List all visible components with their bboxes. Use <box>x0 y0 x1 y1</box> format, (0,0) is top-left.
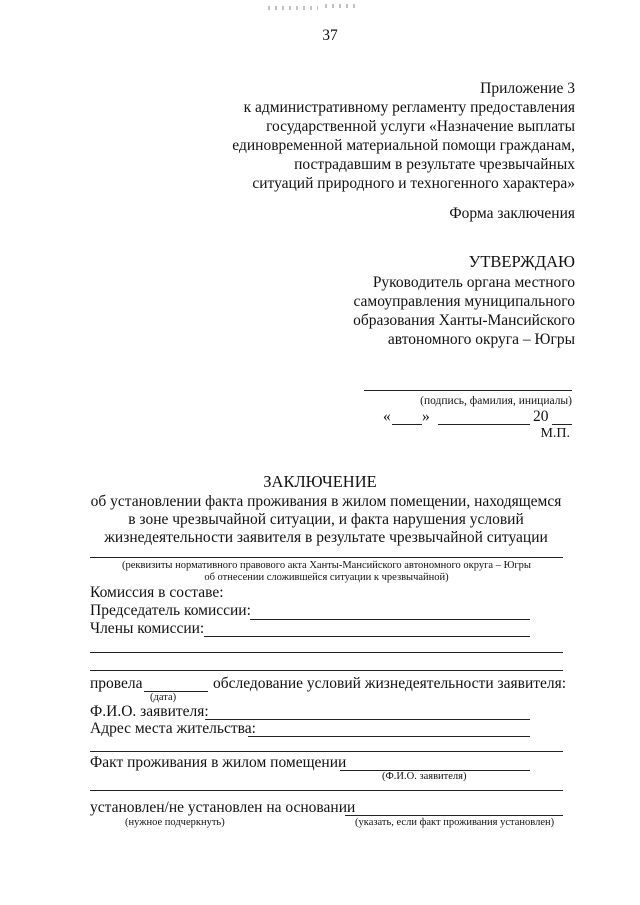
appendix-line: ситуаций природного и техногенного характера» <box>252 175 575 192</box>
conclusion-subtitle: жизнедеятельности заявителя в результате чрезвычайной ситуации <box>104 529 548 546</box>
form-label: Форма заключения <box>449 205 575 222</box>
specify-caption: (указать, если факт проживания установлен) <box>355 817 555 828</box>
chairman-label: Председатель комиссии: <box>90 602 251 619</box>
date-day-line[interactable] <box>392 424 422 425</box>
stamp-label: М.П. <box>540 426 570 441</box>
year-prefix: 20 <box>533 408 549 425</box>
conclusion-subtitle: в зоне чрезвычайной ситуации, и факта нарушения условий <box>128 511 524 528</box>
members-field[interactable] <box>90 652 563 653</box>
scan-artifact <box>325 4 360 8</box>
conducted-label: провела <box>90 675 143 692</box>
signature-caption: (подпись, фамилия, инициалы) <box>420 395 572 407</box>
members-field[interactable] <box>90 670 563 671</box>
date-open-quote: « <box>383 408 391 425</box>
conclusion-title: ЗАКЛЮЧЕНИЕ <box>263 472 377 491</box>
act-details-line[interactable] <box>90 557 563 558</box>
appendix-line: пострадавшим в результате чрезвычайных <box>294 156 575 173</box>
scan-artifact <box>268 6 318 10</box>
chairman-field[interactable] <box>250 619 530 620</box>
fio-caption: (Ф.И.О. заявителя) <box>382 771 467 782</box>
page-number: 37 <box>322 27 338 44</box>
appendix-line: к административному регламенту предоставления <box>243 99 575 116</box>
date-month-line[interactable] <box>438 424 530 425</box>
appendix-line: Приложение 3 <box>480 80 575 97</box>
date-close-quote: » <box>422 408 430 425</box>
residence-fact-label: Факт проживания в жилом помещении <box>90 754 347 771</box>
approval-line: самоуправления муниципального <box>353 293 575 310</box>
members-label: Члены комиссии: <box>90 620 205 637</box>
established-label: установлен/не установлен на основании <box>90 799 356 816</box>
commission-label: Комиссия в составе: <box>90 584 224 601</box>
residence-extra-field[interactable] <box>90 790 563 791</box>
inspection-label: обследование условий жизнедеятельности заявителя: <box>213 675 567 692</box>
approval-line: Руководитель органа местного <box>372 274 575 291</box>
applicant-name-label: Ф.И.О. заявителя: <box>90 703 209 720</box>
conclusion-subtitle: об установлении факта проживания в жилом помещении, находящемся <box>90 493 562 510</box>
date-caption: (дата) <box>150 692 177 703</box>
appendix-line: единовременной материальной помощи гражданам, <box>232 137 575 154</box>
established-basis-field[interactable] <box>345 815 563 816</box>
approval-line: образования Ханты-Мансийского <box>353 312 575 329</box>
underline-caption: (нужное подчеркнуть) <box>125 817 225 828</box>
act-caption: об отнесении сложившейся ситуации к чрезвычайной) <box>204 572 449 583</box>
address-field[interactable] <box>90 751 563 752</box>
appendix-line: государственной услуги «Назначение выплаты <box>266 118 575 135</box>
approval-title: УТВЕРЖДАЮ <box>468 252 575 271</box>
signature-line[interactable] <box>364 390 572 391</box>
address-field[interactable] <box>248 736 530 737</box>
address-label: Адрес места жительства: <box>90 720 256 737</box>
act-caption: (реквизиты нормативного правового акта Ханты-Мансийского автономного округа – Югры <box>121 560 531 571</box>
approval-line: автономного округа – Югры <box>387 331 575 348</box>
members-field[interactable] <box>204 636 530 637</box>
